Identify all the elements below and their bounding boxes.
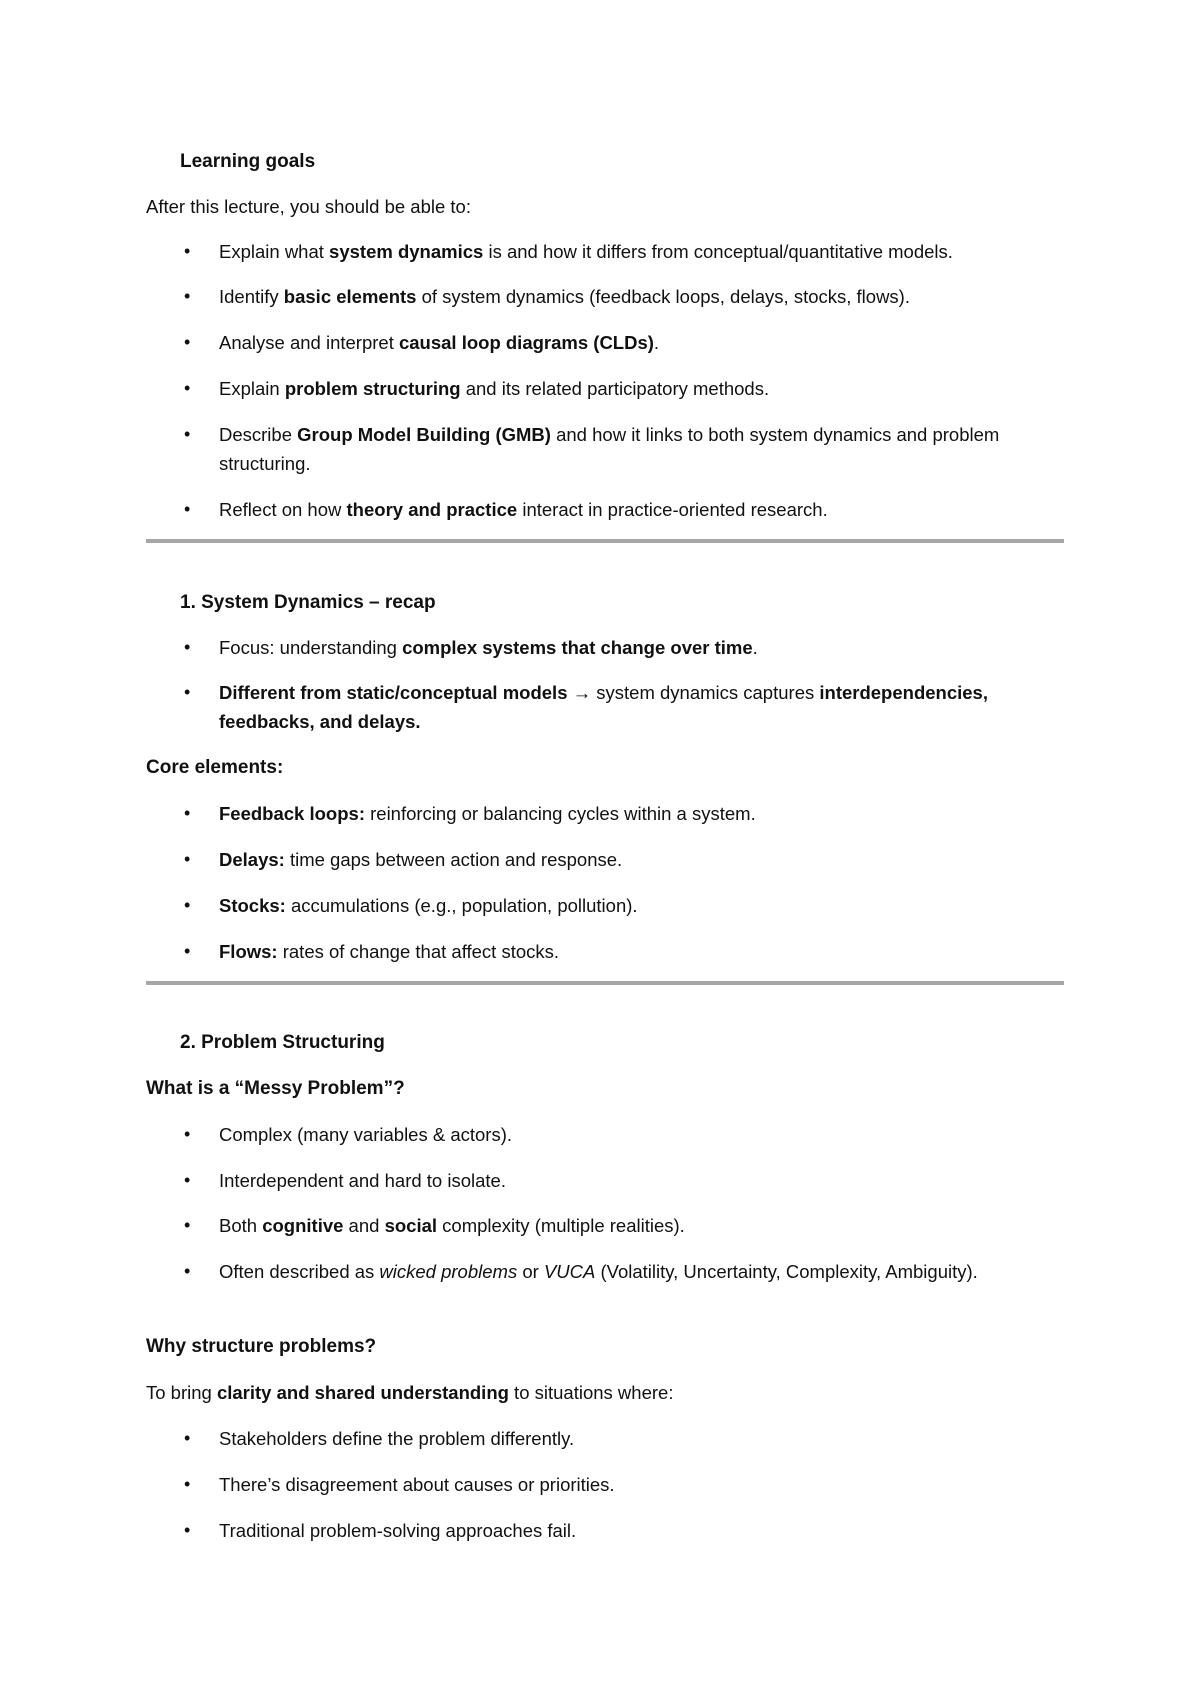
messy-problem-heading: What is a “Messy Problem”? (146, 1078, 405, 1099)
bullet-icon: • (184, 803, 191, 823)
bullet-icon: • (184, 286, 191, 306)
section-1-heading: 1. System Dynamics – recap (180, 592, 436, 613)
why-structure-intro: To bring clarity and shared understanding to situations where: (146, 1382, 674, 1403)
list-item: Complex (many variables & actors). (219, 1124, 513, 1145)
bullet-icon: • (184, 1520, 191, 1540)
list-item: Explain what system dynamics is and how it differs from conceptual/quantitative models. (219, 241, 953, 262)
list-item: Describe Group Model Building (GMB) and how it links to both system dynamics and problem structuring. (219, 424, 1000, 474)
bullet-icon: • (184, 895, 191, 915)
list-item: Stocks: accumulations (e.g., population, pollution). (219, 895, 638, 916)
list-item: Stakeholders define the problem differently. (219, 1428, 575, 1449)
bullet-icon: • (184, 1170, 191, 1190)
list-item: Feedback loops: reinforcing or balancing cycles within a system. (219, 803, 756, 824)
why-structure-heading: Why structure problems? (146, 1336, 377, 1357)
bullet-icon: • (184, 682, 191, 702)
bullet-icon: • (184, 849, 191, 869)
learning-goals-intro: After this lecture, you should be able to: (146, 196, 471, 217)
bullet-icon: • (184, 241, 191, 261)
bullet-icon: • (184, 1428, 191, 1448)
list-item: Interdependent and hard to isolate. (219, 1170, 506, 1191)
core-elements-heading: Core elements: (146, 757, 284, 778)
list-item: Often described as wicked problems or VUCA (Volatility, Uncertainty, Complexity, Ambiguity). (219, 1261, 978, 1282)
list-item: Focus: understanding complex systems that change over time. (219, 637, 758, 658)
bullet-icon: • (184, 1474, 191, 1494)
bullet-icon: • (184, 378, 191, 398)
bullet-icon: • (184, 1124, 191, 1144)
list-item: Flows: rates of change that affect stocks. (219, 941, 560, 962)
bullet-icon: • (184, 1261, 191, 1281)
horizontal-divider (146, 539, 1064, 543)
bullet-icon: • (184, 941, 191, 961)
learning-goals-heading: Learning goals (180, 151, 316, 172)
list-item: Identify basic elements of system dynamics (feedback loops, delays, stocks, flows). (219, 286, 910, 307)
list-item: Delays: time gaps between action and response. (219, 849, 623, 870)
list-item: Traditional problem-solving approaches fail. (219, 1520, 577, 1541)
bullet-icon: • (184, 499, 191, 519)
bullet-icon: • (184, 332, 191, 352)
list-item: Analyse and interpret causal loop diagrams (CLDs). (219, 332, 660, 353)
list-item: There’s disagreement about causes or priorities. (219, 1474, 615, 1495)
section-2-heading: 2. Problem Structuring (180, 1032, 385, 1053)
bullet-icon: • (184, 637, 191, 657)
list-item: Different from static/conceptual models → system dynamics captures interdependencies, feedbacks, and delays. (219, 682, 988, 732)
list-item: Reflect on how theory and practice interact in practice-oriented research. (219, 499, 828, 520)
bullet-icon: • (184, 1215, 191, 1235)
list-item: Both cognitive and social complexity (multiple realities). (219, 1215, 685, 1236)
bullet-icon: • (184, 424, 191, 444)
horizontal-divider (146, 981, 1064, 985)
list-item: Explain problem structuring and its related participatory methods. (219, 378, 770, 399)
